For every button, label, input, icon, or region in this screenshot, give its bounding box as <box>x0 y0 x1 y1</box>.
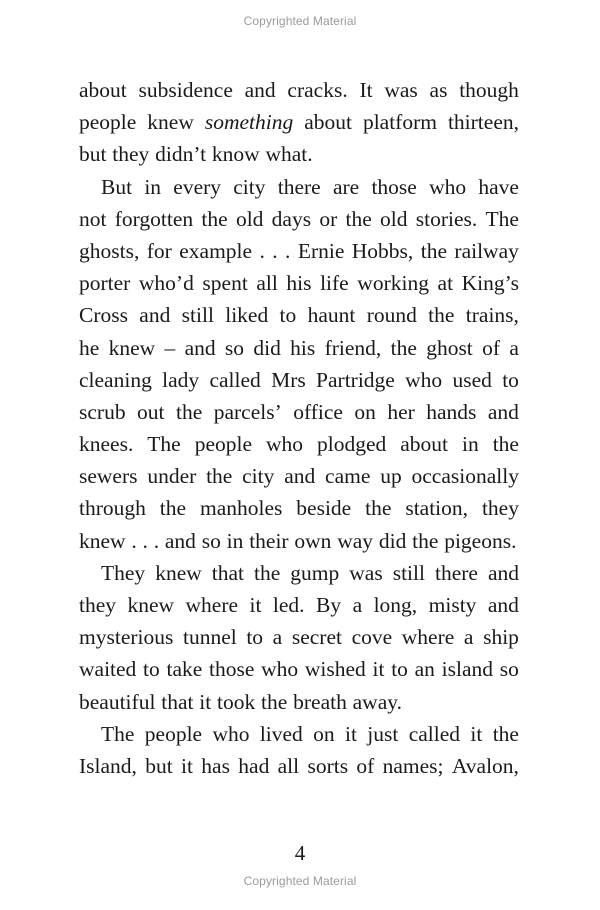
text-line <box>79 267 519 299</box>
word: By <box>316 593 342 617</box>
word: all <box>277 753 300 778</box>
word: misty <box>428 593 477 617</box>
word: parcels’ <box>213 399 282 424</box>
word: the <box>159 496 187 521</box>
word: his <box>290 335 316 360</box>
word: those <box>209 657 255 682</box>
word: city <box>242 464 275 489</box>
text-line <box>79 332 519 364</box>
word: still <box>181 303 214 328</box>
text-line <box>79 203 519 235</box>
word: at <box>437 271 454 296</box>
word: life <box>320 271 349 296</box>
word: still <box>392 560 425 585</box>
word: . <box>285 238 291 263</box>
word: on <box>354 399 376 424</box>
word: gump <box>290 560 340 585</box>
word: an <box>414 657 435 682</box>
word: station, <box>405 496 469 521</box>
word: in <box>461 432 479 457</box>
word: Mrs <box>271 367 306 392</box>
word: what. <box>265 142 313 167</box>
word: that <box>161 689 194 714</box>
word: to <box>502 367 519 392</box>
word: and <box>487 593 519 617</box>
word: did <box>378 528 407 553</box>
text-line <box>79 653 519 685</box>
word: who <box>265 432 304 457</box>
word: cracks. <box>287 78 348 102</box>
word: old <box>235 206 264 231</box>
word: Cross <box>79 303 128 328</box>
word: Island, <box>79 753 137 778</box>
word: to <box>143 657 160 682</box>
word: . <box>142 528 148 553</box>
word: the <box>492 432 519 457</box>
word: sorts <box>307 753 349 778</box>
word: it <box>249 593 262 617</box>
word: cleaning <box>79 367 152 392</box>
word: Ernie <box>297 238 345 263</box>
text-line <box>79 171 519 203</box>
text-line <box>79 106 519 138</box>
word: about <box>304 110 352 135</box>
word: . <box>153 528 160 553</box>
word: and <box>184 335 216 360</box>
word: the <box>492 721 519 746</box>
word: pigeons. <box>444 528 517 553</box>
page-number: 4 <box>294 841 306 865</box>
word: The <box>101 721 135 746</box>
page-body <box>79 74 519 782</box>
word: scrub <box>79 399 126 424</box>
word: and <box>284 464 316 489</box>
text-line <box>79 589 519 621</box>
word: but <box>79 142 107 167</box>
word: there <box>434 560 478 585</box>
word: there <box>277 174 321 199</box>
word: city <box>233 174 266 199</box>
word: the <box>206 464 233 489</box>
word: The <box>147 432 181 457</box>
word: a <box>352 593 363 617</box>
word: Partridge <box>316 367 395 392</box>
word: It <box>359 78 373 102</box>
word: the <box>428 303 455 328</box>
word: the <box>175 399 203 424</box>
word: people <box>194 432 253 457</box>
word: round <box>366 303 417 328</box>
text-line <box>79 74 519 106</box>
text-line <box>79 428 519 460</box>
word: to <box>391 657 408 682</box>
word: take <box>166 657 203 682</box>
word: Hobbs, <box>351 238 414 263</box>
text-line <box>79 460 519 492</box>
text-line <box>79 364 519 396</box>
word: have <box>478 174 519 199</box>
word: names; <box>382 753 444 778</box>
word: people <box>79 110 137 135</box>
text-line <box>79 621 519 653</box>
word: trains, <box>465 303 519 328</box>
word: long, <box>373 593 418 617</box>
word: the <box>254 560 281 585</box>
word: those <box>371 174 417 199</box>
word: wished <box>304 657 366 682</box>
word: who <box>405 367 443 392</box>
word: The <box>485 206 519 231</box>
word: the <box>261 689 288 714</box>
word: who’d <box>138 271 194 296</box>
word: where <box>401 625 455 650</box>
paragraph <box>79 718 519 782</box>
word: who <box>429 174 467 199</box>
word: way <box>337 528 374 553</box>
word: a <box>463 625 474 650</box>
word: lady <box>162 367 200 392</box>
word: the <box>420 238 447 263</box>
word: beside <box>296 496 352 521</box>
word: knew <box>108 335 156 360</box>
word: as <box>429 78 448 102</box>
word: it <box>199 689 212 714</box>
word: called <box>408 721 461 746</box>
word: knew <box>79 528 126 553</box>
word: didn’t <box>155 142 207 167</box>
word: it <box>470 721 483 746</box>
word: every <box>173 174 222 199</box>
word: on <box>313 721 335 746</box>
word: . <box>259 238 265 263</box>
word: hands <box>426 399 477 424</box>
word: her <box>387 399 415 424</box>
word: to <box>246 625 264 650</box>
word: thirteen, <box>447 110 519 135</box>
word: for <box>146 238 172 263</box>
word: and <box>487 399 519 424</box>
word: days <box>271 206 312 231</box>
word: and <box>139 303 171 328</box>
word: friend, <box>324 335 382 360</box>
word: old <box>380 206 408 231</box>
text-line <box>79 718 519 750</box>
word: King’s <box>461 271 519 296</box>
word: of <box>482 335 501 360</box>
word: island <box>441 657 494 682</box>
word: of <box>356 753 375 778</box>
word: know <box>211 142 260 167</box>
word: Avalon, <box>451 753 519 778</box>
word: ship <box>483 625 519 650</box>
word: in <box>226 528 244 553</box>
word: led. <box>272 593 305 617</box>
word: knew <box>147 110 194 135</box>
word: called <box>209 367 261 392</box>
paragraph <box>79 557 519 718</box>
word: a <box>509 335 519 360</box>
word: so <box>224 335 245 360</box>
word: had <box>238 753 270 778</box>
word: and <box>487 560 519 585</box>
word: so <box>499 657 519 682</box>
word: manholes <box>199 496 283 521</box>
word: occasionally <box>411 464 519 489</box>
word: they <box>481 496 519 521</box>
word: though <box>459 78 519 102</box>
word: did <box>253 335 281 360</box>
word: that <box>211 560 245 585</box>
word: up <box>380 464 402 489</box>
text-line <box>79 525 519 557</box>
word: plodged <box>316 432 387 457</box>
text-line <box>79 686 519 718</box>
word: took <box>217 689 256 714</box>
word: knees. <box>79 432 134 457</box>
word: to <box>279 303 297 328</box>
paragraph <box>79 171 519 557</box>
text-line <box>79 750 519 782</box>
copyright-watermark-top: Copyrighted Material <box>243 14 357 28</box>
word: just <box>367 721 399 746</box>
word: working <box>357 271 429 296</box>
emphasized-word: something <box>204 110 294 135</box>
text-line <box>79 557 519 589</box>
word: used <box>452 367 492 392</box>
word: who <box>261 657 299 682</box>
text-line <box>79 138 519 170</box>
word: stories. <box>415 206 478 231</box>
word: example <box>179 238 253 263</box>
word: . <box>131 528 137 553</box>
word: it <box>372 657 385 682</box>
word: . <box>272 238 278 263</box>
word: they <box>79 593 117 617</box>
word: the <box>201 206 228 231</box>
word: they <box>112 142 150 167</box>
word: porter <box>79 271 131 296</box>
word: are <box>332 174 360 199</box>
word: platform <box>362 110 437 135</box>
word: and <box>164 528 196 553</box>
word: under <box>147 464 197 489</box>
copyright-watermark-bottom: Copyrighted Material <box>243 874 357 888</box>
word: secret <box>291 625 342 650</box>
word: he <box>79 335 100 360</box>
word: sewers <box>79 464 138 489</box>
word: the <box>412 528 439 553</box>
word: all <box>256 271 278 296</box>
word: knew <box>155 560 202 585</box>
word: mysterious <box>79 625 174 650</box>
word: and <box>244 78 276 102</box>
word: about <box>400 432 449 457</box>
word: – <box>164 335 176 360</box>
word: own <box>294 528 332 553</box>
word: knew <box>127 593 175 617</box>
word: but <box>145 753 173 778</box>
word: has <box>201 753 230 778</box>
word: out <box>137 399 165 424</box>
word: away. <box>352 689 402 714</box>
word: where <box>185 593 239 617</box>
word: lived <box>259 721 303 746</box>
word: their <box>249 528 289 553</box>
word: subsidence <box>138 78 233 102</box>
word: haunt <box>307 303 356 328</box>
text-line <box>79 299 519 331</box>
word: railway <box>454 238 519 263</box>
word: was <box>384 78 418 102</box>
text-line <box>79 492 519 524</box>
word: They <box>101 560 146 585</box>
paragraph <box>79 74 519 171</box>
word: it <box>181 753 193 778</box>
word: liked <box>225 303 269 328</box>
word: ghosts, <box>79 238 140 263</box>
word: not <box>79 206 107 231</box>
word: it <box>345 721 357 746</box>
word: spent <box>202 271 248 296</box>
word: cove <box>351 625 393 650</box>
word: a <box>272 625 283 650</box>
word: or <box>319 206 338 231</box>
word: ghost <box>426 335 473 360</box>
word: in <box>144 174 162 199</box>
word: so <box>201 528 221 553</box>
word: people <box>144 721 203 746</box>
word: beautiful <box>79 689 156 714</box>
text-line <box>79 235 519 267</box>
word: the <box>365 496 392 521</box>
word: But <box>101 174 133 199</box>
word: about <box>79 78 127 102</box>
word: the <box>345 206 372 231</box>
word: office <box>293 399 343 424</box>
text-line <box>79 396 519 428</box>
word: breath <box>293 689 347 714</box>
word: his <box>286 271 312 296</box>
word: who <box>212 721 250 746</box>
word: waited <box>79 657 137 682</box>
word: through <box>79 496 146 521</box>
word: the <box>390 335 417 360</box>
word: forgotten <box>114 206 194 231</box>
word: was <box>349 560 383 585</box>
word: tunnel <box>182 625 237 650</box>
word: came <box>325 464 371 489</box>
